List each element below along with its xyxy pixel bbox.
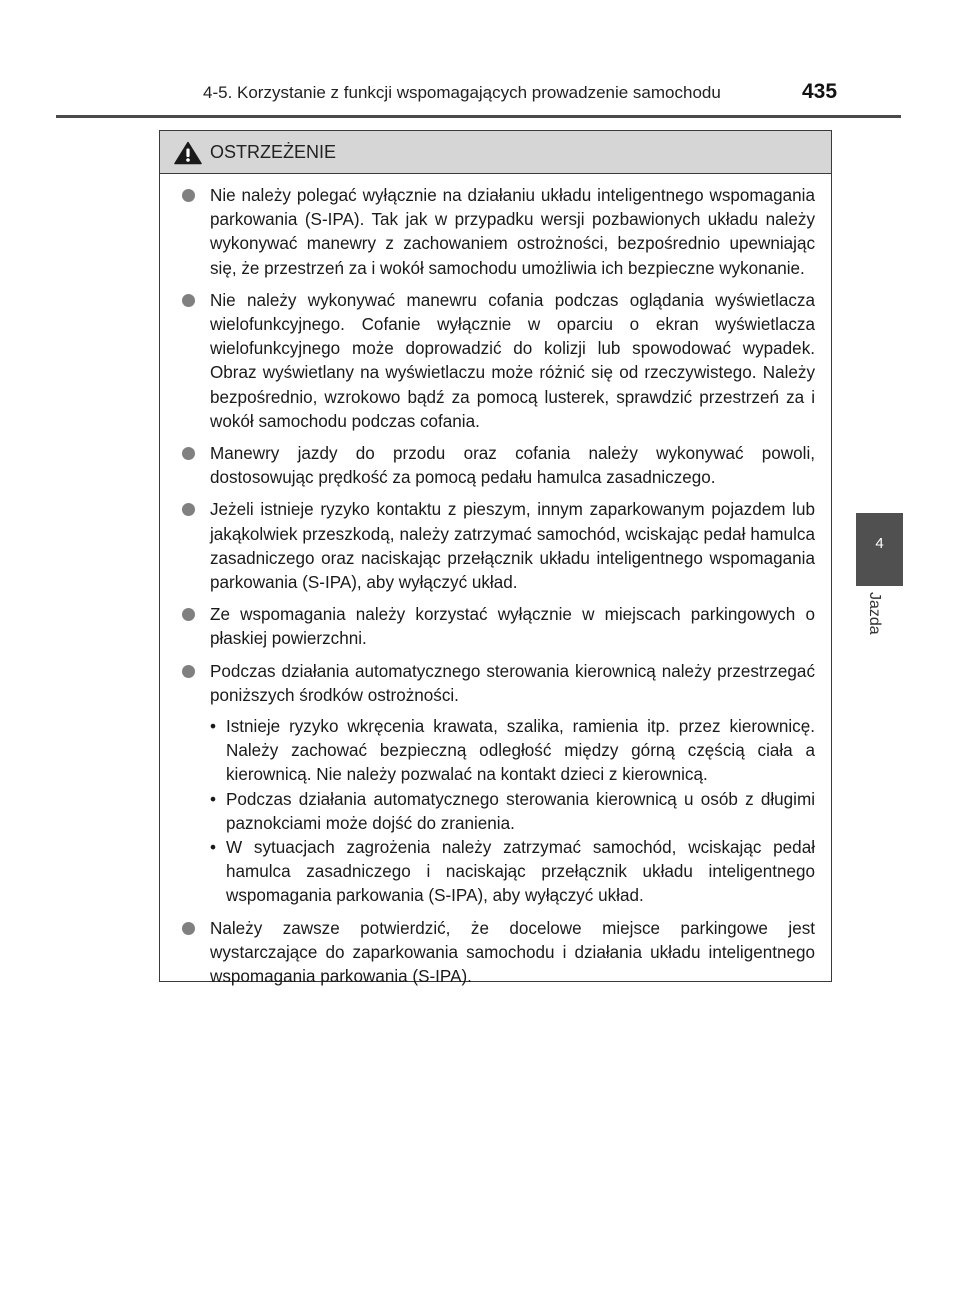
sub-item-text: W sytuacjach zagrożenia należy zatrzymać samochód, wciskając pedał hamulca zasadniczego i naciskając przełącznik układu inteligentnego wspomagania parkowania (S-IPA), aby wyłączyć układ. <box>226 838 815 906</box>
sub-item-text: Podczas działania automatycznego sterowania kierownicą u osób z długimi paznokciami może dojść do zranienia. <box>226 789 815 833</box>
warning-item-text: Nie należy polegać wyłącznie na działaniu układu inteligentnego wspomagania parkowania (S-IPA). Tak jak w przypadku wersji pozbawionych układu należy wykonywać manewry z zachowaniem ostrożności, bezpośrednio upewniając się, że przestrzeń za i wokół samochodu umożliwia ich bezpieczne wykonanie. <box>210 186 815 278</box>
warning-item-text: Podczas działania automatycznego sterowania kierownicą należy przestrzegać poniższych środków ostrożności. <box>210 661 815 705</box>
warning-box <box>159 130 832 987</box>
sub-bullet: • <box>210 717 216 737</box>
warning-item-text: Ze wspomagania należy korzystać wyłącznie w miejscach parkingowych o płaskiej powierzchni. <box>210 605 815 649</box>
bullet-icon <box>182 665 195 678</box>
warning-body <box>181 184 815 997</box>
sub-list-item <box>210 715 815 788</box>
warning-item <box>181 442 815 490</box>
warning-item-text: Manewry jazdy do przodu oraz cofania należy wykonywać powoli, dostosowując prędkość za pomocą pedału hamulca zasadniczego. <box>210 444 815 488</box>
warning-item <box>181 603 815 651</box>
header-divider <box>56 115 901 118</box>
warning-item <box>181 184 815 281</box>
chapter-number: 4 <box>875 535 884 552</box>
bullet-icon <box>182 447 195 460</box>
header-title: 4-5. Korzystanie z funkcji wspomagających prowadzenie samochodu <box>203 83 721 102</box>
bullet-icon <box>182 922 195 935</box>
warning-item-text: Jeżeli istnieje ryzyko kontaktu z pieszym, innym zaparkowanym pojazdem lub jakąkolwiek przeszkodą, należy zatrzymać samochód, wciskając pedał hamulca zasadniczego oraz naciskając przełącznik układu inteligentnego wspomagania parkowania (S-IPA), aby wyłączyć układ. <box>210 500 815 593</box>
bullet-icon <box>182 294 195 307</box>
bullet-icon <box>182 608 195 621</box>
chapter-tab <box>856 513 903 586</box>
warning-item <box>181 498 815 595</box>
sub-bullet: • <box>210 789 216 809</box>
warning-item-text: Nie należy wykonywać manewru cofania podczas oglądania wyświetlacza wielofunkcyjnego. Cofanie wyłącznie w oparciu o ekran wyświetlacza wielofunkcyjnego może doprowadzić do kolizji lub spowodować wypadek. Obraz wyświetlany na wyświetlaczu może różnić się od rzeczywistego. Należy bezpośrednio, wzrokowo bądź za pomocą lusterek, sprawdzić przestrzeń za i wokół samochodu podczas cofania. <box>210 290 815 431</box>
warning-item <box>181 289 815 434</box>
warning-item <box>181 660 815 909</box>
page-number: 435 <box>802 80 838 103</box>
sub-bullet: • <box>210 838 216 858</box>
warning-item <box>181 917 815 990</box>
sub-list-item <box>210 836 815 909</box>
warning-item-text: Należy zawsze potwierdzić, że docelowe miejsce parkingowe jest wystarczające do zaparkowania samochodu i działania układu inteligentnego wspomagania parkowania (S-IPA). <box>210 918 815 987</box>
chapter-label: Jazda <box>866 592 883 635</box>
warning-triangle-icon <box>174 141 202 165</box>
sub-item-text: Istnieje ryzyko wkręcenia krawata, szalika, ramienia itp. przez kierownicę. Należy zachować bezpieczną odległość między górną częścią ciała a kierownicą. Nie należy pozwalać na kontakt dzieci z kierownicą. <box>226 717 815 785</box>
warning-header <box>160 131 831 174</box>
warning-title: OSTRZEŻENIE <box>210 142 337 162</box>
bullet-icon <box>182 503 195 516</box>
bullet-icon <box>182 189 195 202</box>
sub-list-item <box>210 788 815 836</box>
sub-list <box>210 715 815 909</box>
